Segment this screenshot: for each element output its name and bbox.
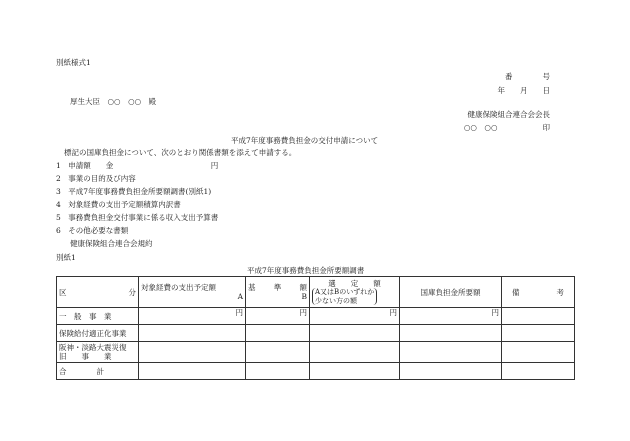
list-item: 6 その他必要な書類	[56, 226, 129, 235]
attachment-label: 別紙1	[56, 253, 76, 262]
value-cell	[139, 342, 246, 363]
value-cell	[310, 325, 400, 342]
unit-cell: 円	[310, 308, 400, 325]
value-cell	[400, 342, 502, 363]
list-item: 5 事務費負担金交付事業に係る収入支出予算書	[56, 213, 219, 222]
sub-item: 健康保険組合連合会規約	[70, 239, 153, 248]
value-cell	[246, 325, 310, 342]
row-label: 一 般 事 業	[57, 308, 139, 325]
table-row	[57, 325, 575, 342]
intro-text: 標記の国庫負担金について、次のとおり関係書類を添えて申請する。	[64, 148, 297, 157]
sender-org: 健康保険組合連合会会長	[467, 110, 550, 119]
header-selected: 選 定 額 A又はBのいずれか 少ない方の額	[310, 277, 400, 308]
number-line: 番 号	[505, 72, 550, 81]
row-label: 保険給付適正化事業	[57, 325, 139, 342]
list-item: 2 事業の目的及び内容	[56, 174, 136, 183]
table-row-total	[57, 363, 575, 380]
sender-name: ○○ ○○ 印	[463, 123, 550, 132]
form-label: 別紙様式1	[56, 58, 91, 67]
document-title: 平成7年度事務費負担金の交付申請について	[231, 136, 379, 145]
date-line: 年 月 日	[497, 86, 550, 95]
header-standard: 基 準 額 B	[246, 277, 310, 308]
value-cell	[310, 342, 400, 363]
unit-cell: 円	[400, 308, 502, 325]
value-cell	[139, 325, 246, 342]
row-label: 阪神・淡路大震災復 旧 事 業	[57, 342, 139, 363]
table-title: 平成7年度事務費負担金所要額調書	[247, 266, 365, 275]
row-label: 合 計	[57, 363, 139, 380]
list-item: 4 対象経費の支出予定額積算内訳書	[56, 200, 181, 209]
value-cell	[139, 363, 246, 380]
notes-cell	[502, 308, 575, 325]
header-subsidy: 国庫負担金所要額	[400, 277, 502, 308]
table-row	[57, 342, 575, 363]
notes-cell	[502, 342, 575, 363]
table-row	[57, 308, 575, 325]
addressee: 厚生大臣 ○○ ○○ 殿	[70, 97, 157, 106]
header-expense: 対象経費の支出予定額 A	[139, 277, 246, 308]
unit-cell: 円	[139, 308, 246, 325]
notes-cell	[502, 325, 575, 342]
value-cell	[310, 363, 400, 380]
value-cell	[400, 363, 502, 380]
value-cell	[246, 342, 310, 363]
header-category: 区 分	[57, 277, 139, 308]
list-item: 1 申請額 金 円	[56, 161, 219, 170]
list-item: 3 平成7年度事務費負担金所要額調書(別紙1)	[56, 187, 212, 196]
value-cell	[400, 325, 502, 342]
value-cell	[246, 363, 310, 380]
unit-cell: 円	[246, 308, 310, 325]
notes-cell	[502, 363, 575, 380]
requirement-table	[56, 276, 575, 380]
header-notes: 備 考	[502, 277, 575, 308]
table-header-row	[57, 277, 575, 308]
